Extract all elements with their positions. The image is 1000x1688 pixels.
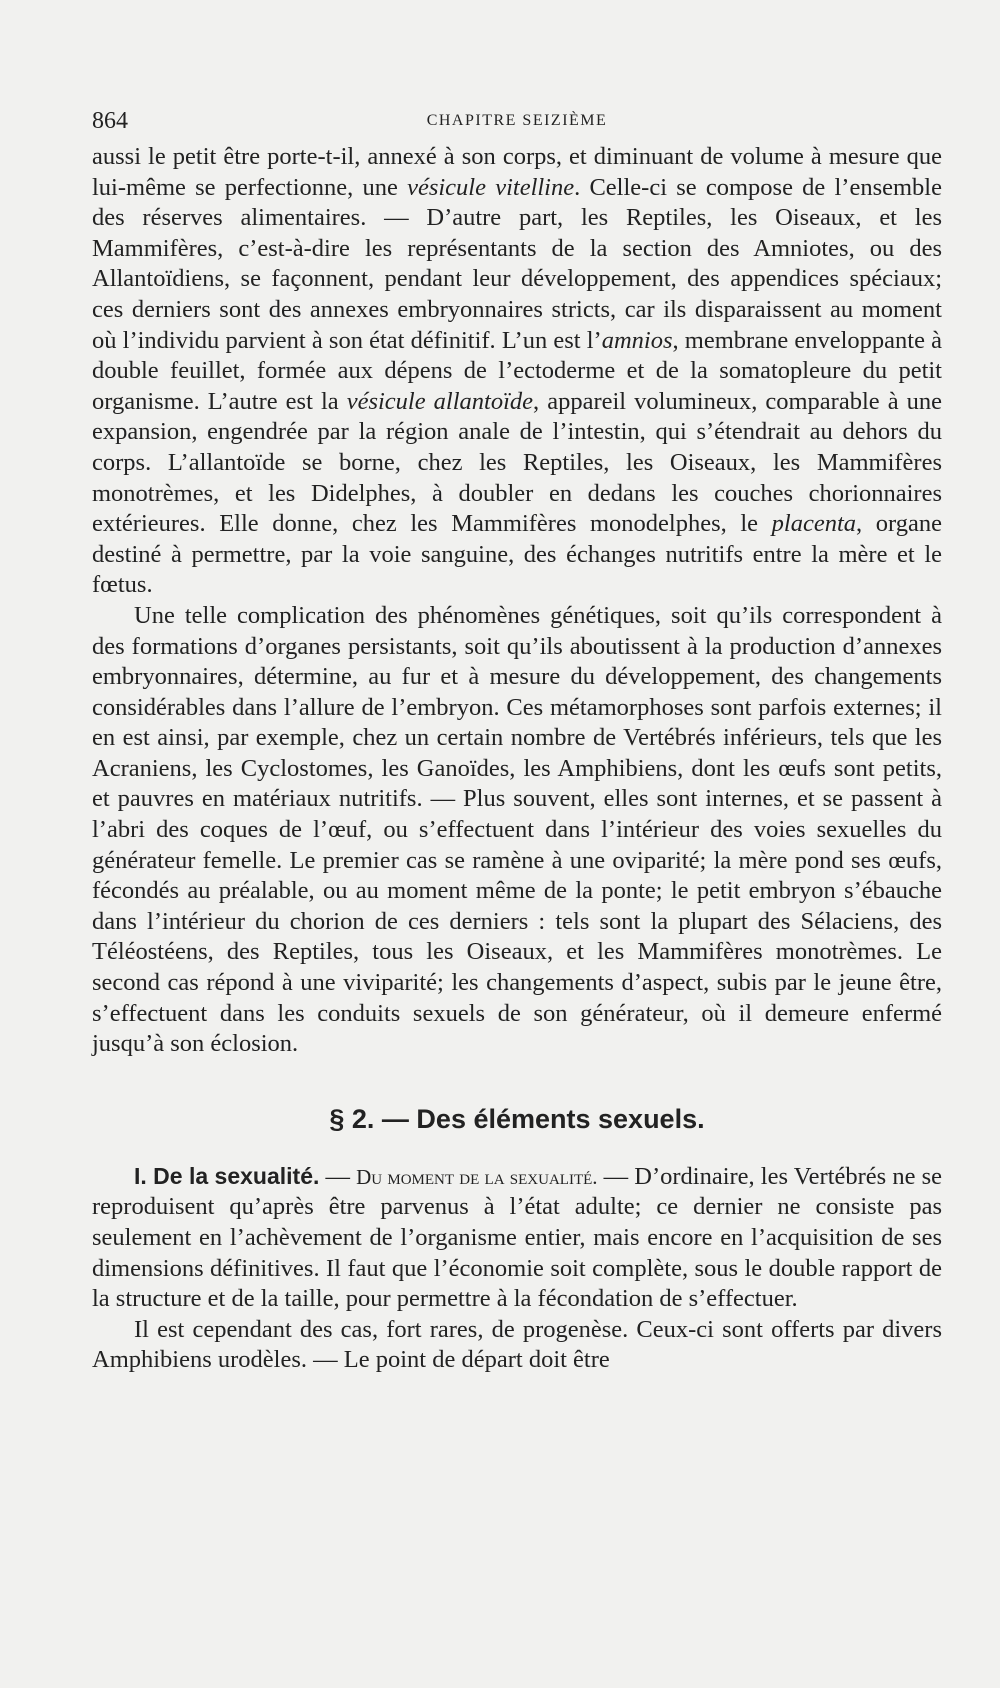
text-run: — D’ordinaire, les Vertébrés ne se reproduisent qu’après être parvenus à l’état adulte; ce dernier ne consiste pas seulement en l’achèvement de l’organisme entier, mais encore en l’acquisition de ses dimensions définitives. Il faut que l’économie soit complète, sous le double rapport de la structure et de la taille, pour permettre à la fécondation de s’effectuer.	[92, 1162, 942, 1313]
italic-term-placenta: placenta	[771, 510, 857, 538]
subsection-subtitle: Du moment de la sexualité.	[356, 1164, 598, 1189]
page-number: 864	[92, 108, 128, 134]
text-run: aussi le petit être porte-t-il, annexé à son corps, et diminuant de volume à mesure que lui-même se perfectionne, une	[92, 143, 942, 201]
text-run: , organe destiné à permettre, par la voie sanguine, des échanges nutritifs entre la mère et le fœtus.	[92, 510, 942, 599]
paragraph: Une telle complication des phénomènes génétiques, soit qu’ils correspondent à des formations d’organes persistants, soit qu’ils aboutissent à la production d’annexes embryonnaires, détermine, au fur et à mesure du développement, des changements considérables dans l’allure de l’embryon. Ces métamorphoses sont parfois externes; il en est ainsi, par exemple, chez un certain nombre de Vertébrés inférieurs, tels que les Acraniens, les Cyclostomes, les Ganoïdes, les Amphibiens, dont les œufs sont petits, et pauvres en matériaux nutritifs. — Plus souvent, elles sont internes, et se passent à l’abri des coques de l’œuf, ou s’effectuent dans l’intérieur des voies sexuelles du générateur femelle. Le premier cas se ramène à une oviparité; la mère pond ses œufs, fécondés au préalable, ou au moment même de la ponte; le petit embryon s’ébauche dans l’intérieur du chorion de ces derniers : tels sont la plupart des Sélaciens, des Téléostéens, des Reptiles, tous les Oiseaux, et les Mammifères monotrèmes. Le second cas répond à une viviparité; les changements d’aspect, subis par le jeune être, s’effectuent dans les conduits sexuels de son générateur, où il demeure enfermé jusqu’à son éclosion.	[92, 601, 942, 1058]
chapter-title: CHAPITRE SEIZIÈME	[426, 112, 608, 129]
paragraph-continuation	[92, 142, 942, 601]
text-run: , membrane enveloppante à double feuillet, formée aux dépens de l’ectoderme et de la somatopleure du petit organisme. L’autre est la	[92, 326, 942, 415]
paragraph: Il est cependant des cas, fort rares, de progenèse. Ceux-ci sont offerts par divers Amphibiens urodèles. — Le point de départ doit être	[92, 1315, 942, 1374]
subsection-label: I. De la sexualité.	[134, 1162, 320, 1189]
body-text	[92, 142, 942, 1376]
italic-term-amnios: amnios	[601, 326, 673, 354]
italic-term-vesicule-vitelline: vésicule vitelline	[407, 173, 575, 201]
section-heading: § 2. — Des éléments sexuels.	[329, 1103, 705, 1134]
text-run: —	[319, 1162, 357, 1190]
paragraph-sexualite	[92, 1161, 942, 1315]
text-run: , appareil volumineux, comparable à une expansion, engendrée par la région anale de l’intestin, qui s’étendrait au dehors du corps. L’allantoïde se borne, chez les Reptiles, les Oiseaux, les Mammifères monotrèmes, et les Didelphes, à doubler en dedans les couches chorionnaires extérieures. Elle donne, chez les Mammifères monodelphes, le	[92, 387, 942, 538]
text-run: . Celle-ci se compose de l’ensemble des réserves alimentaires. — D’autre part, les Reptiles, les Oiseaux, et les Mammifères, c’est-à-dire les représentants de la section des Amniotes, ou des Allantoïdiens, se façonnent, pendant leur développement, des appendices spéciaux; ces derniers sont des annexes embryonnaires stricts, car ils disparaissent au moment où l’individu parvient à son état définitif. L’un est l’	[92, 173, 942, 354]
running-head	[92, 108, 942, 142]
italic-term-vesicule-allantoide: vésicule allantoïde	[346, 387, 534, 415]
